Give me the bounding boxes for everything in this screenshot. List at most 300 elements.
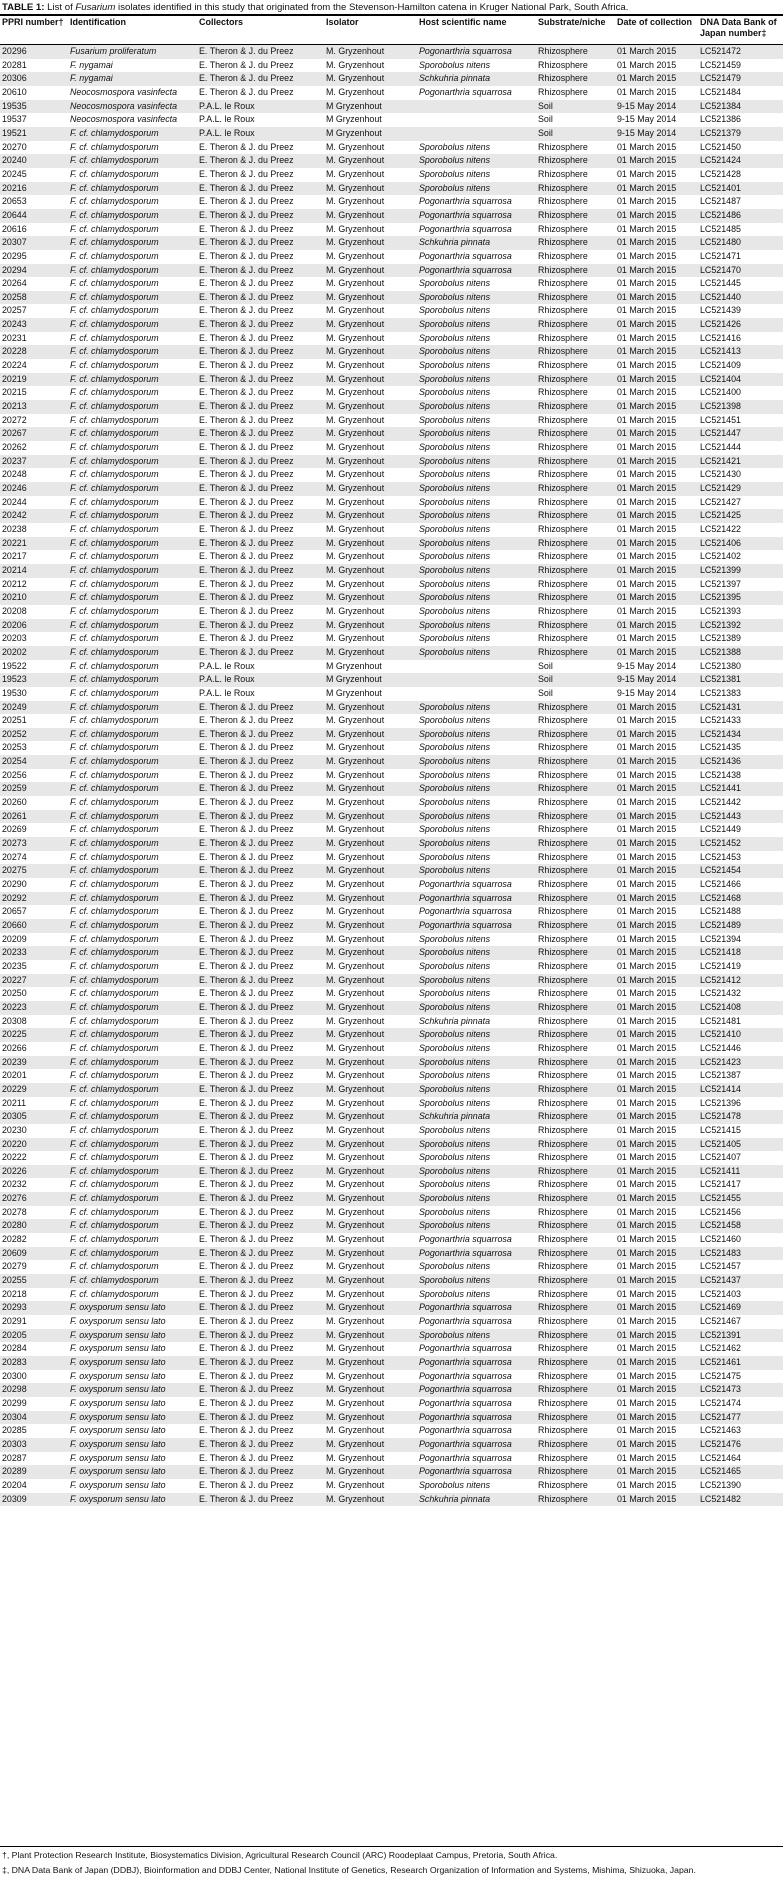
table-row	[0, 1015, 783, 1029]
cell-identification: F. cf. chlamydosporum	[70, 906, 159, 917]
cell-dna-accession: LC521389	[700, 633, 741, 644]
cell-collectors: E. Theron & J. du Preez	[197, 482, 324, 496]
cell-collectors: E. Theron & J. du Preez	[199, 1425, 294, 1436]
cell-isolator: M. Gryzenhout	[326, 742, 385, 753]
cell-isolator: M. Gryzenhout	[324, 1219, 417, 1233]
cell-ppri-number: 20231	[2, 332, 27, 343]
cell-dna-accession: LC521452	[698, 837, 783, 851]
cell-ppri-number: 20235	[2, 960, 27, 971]
cell-identification: F. cf. chlamydosporum	[70, 879, 159, 890]
cell-collectors: E. Theron & J. du Preez	[199, 1234, 294, 1245]
cell-dna-accession: LC521489	[698, 919, 783, 933]
cell-collectors: E. Theron & J. du Preez	[199, 1097, 294, 1108]
cell-isolator: M Gryzenhout	[326, 687, 382, 698]
cell-collectors: E. Theron & J. du Preez	[199, 1397, 294, 1408]
cell-collectors: E. Theron & J. du Preez	[197, 1219, 324, 1233]
cell-identification: F. oxysporum sensu lato	[68, 1383, 197, 1397]
cell-isolator: M. Gryzenhout	[326, 360, 385, 371]
cell-isolator: M. Gryzenhout	[324, 154, 417, 168]
table-row	[0, 427, 783, 441]
cell-identification: F. cf. chlamydosporum	[68, 236, 197, 250]
cell-host-scientific-name: Sporobolus nitens	[419, 141, 491, 152]
header-dna-line-1: DNA Data Bank of	[700, 17, 777, 27]
cell-substrate-niche: Rhizosphere	[538, 906, 588, 917]
cell-isolator: M. Gryzenhout	[326, 496, 385, 507]
table-row	[0, 45, 783, 59]
cell-host-scientific-name: Sporobolus nitens	[419, 851, 491, 862]
cell-collectors: E. Theron & J. du Preez	[197, 701, 324, 715]
cell-collectors: E. Theron & J. du Preez	[199, 250, 294, 261]
cell-isolator: M. Gryzenhout	[326, 523, 385, 534]
cell-identification: F. cf. chlamydosporum	[68, 154, 197, 168]
cell-isolator: M. Gryzenhout	[326, 196, 385, 207]
cell-dna-accession: LC521475	[700, 1370, 741, 1381]
cell-date-of-collection: 9-15 May 2014	[615, 673, 698, 687]
cell-ppri-number: 20237	[0, 455, 68, 469]
cell-date-of-collection: 01 March 2015	[615, 1383, 698, 1397]
cell-ppri-number: 20281	[2, 59, 27, 70]
cell-substrate-niche: Rhizosphere	[536, 1383, 615, 1397]
table-row	[0, 482, 783, 496]
cell-date-of-collection: 01 March 2015	[615, 892, 698, 906]
cell-isolator: M. Gryzenhout	[326, 1425, 385, 1436]
cell-ppri-number: 20261	[0, 810, 68, 824]
table-row	[0, 564, 783, 578]
cell-dna-accession: LC521436	[698, 755, 783, 769]
cell-date-of-collection: 01 March 2015	[615, 946, 698, 960]
cell-identification: F. cf. chlamydosporum	[70, 442, 159, 453]
cell-identification: F. cf. chlamydosporum	[68, 482, 197, 496]
cell-date-of-collection: 01 March 2015	[617, 960, 677, 971]
cell-collectors: E. Theron & J. du Preez	[199, 1042, 294, 1053]
cell-identification: F. cf. chlamydosporum	[70, 605, 159, 616]
cell-identification: F. cf. chlamydosporum	[68, 782, 197, 796]
cell-collectors: P.A.L. le Roux	[199, 114, 255, 125]
cell-substrate-niche: Rhizosphere	[538, 1097, 588, 1108]
cell-dna-accession: LC521386	[700, 114, 741, 125]
cell-identification: F. cf. chlamydosporum	[68, 564, 197, 578]
cell-substrate-niche: Rhizosphere	[536, 591, 615, 605]
cell-dna-accession: LC521472	[698, 45, 783, 59]
cell-date-of-collection: 01 March 2015	[615, 1192, 698, 1206]
cell-collectors: E. Theron & J. du Preez	[199, 442, 294, 453]
cell-host-scientific-name	[417, 113, 536, 127]
cell-identification: F. cf. chlamydosporum	[70, 1261, 159, 1272]
cell-host-scientific-name: Sporobolus nitens	[417, 1165, 536, 1179]
cell-dna-accession: LC521450	[700, 141, 741, 152]
cell-substrate-niche: Rhizosphere	[538, 715, 588, 726]
cell-dna-accession: LC521384	[698, 100, 783, 114]
cell-dna-accession: LC521432	[700, 988, 741, 999]
table-row	[0, 714, 783, 728]
cell-date-of-collection: 01 March 2015	[617, 1316, 677, 1327]
cell-collectors: E. Theron & J. du Preez	[199, 196, 294, 207]
cell-ppri-number: 20644	[0, 209, 68, 223]
cell-dna-accession: LC521465	[698, 1465, 783, 1479]
cell-substrate-niche: Rhizosphere	[536, 482, 615, 496]
cell-ppri-number: 20250	[2, 988, 27, 999]
table-row	[0, 100, 783, 114]
cell-host-scientific-name	[417, 673, 536, 687]
cell-identification: F. oxysporum sensu lato	[68, 1329, 197, 1343]
cell-dna-accession: LC521476	[698, 1438, 783, 1452]
cell-identification: F. cf. chlamydosporum	[68, 974, 197, 988]
table-row	[0, 837, 783, 851]
table-row	[0, 673, 783, 687]
cell-identification: F. cf. chlamydosporum	[68, 1165, 197, 1179]
cell-collectors: P.A.L. le Roux	[199, 687, 255, 698]
cell-ppri-number: 20295	[2, 250, 27, 261]
cell-identification: F. cf. chlamydosporum	[70, 1097, 159, 1108]
table-row	[0, 851, 783, 865]
cell-identification: F. cf. chlamydosporum	[68, 400, 197, 414]
cell-identification: F. oxysporum sensu lato	[70, 1316, 166, 1327]
cell-ppri-number: 20305	[0, 1110, 68, 1124]
cell-date-of-collection: 01 March 2015	[615, 1438, 698, 1452]
cell-ppri-number: 20616	[2, 223, 27, 234]
cell-host-scientific-name: Pogonarthria squarrosa	[417, 892, 536, 906]
cell-substrate-niche: Rhizosphere	[536, 1028, 615, 1042]
cell-identification: F. cf. chlamydosporum	[68, 1056, 197, 1070]
cell-identification: F. cf. chlamydosporum	[68, 892, 197, 906]
cell-identification: F. oxysporum sensu lato	[68, 1411, 197, 1425]
cell-date-of-collection: 01 March 2015	[617, 988, 677, 999]
cell-host-scientific-name: Sporobolus nitens	[417, 564, 536, 578]
cell-host-scientific-name: Sporobolus nitens	[417, 1138, 536, 1152]
table-row	[0, 182, 783, 196]
cell-host-scientific-name: Sporobolus nitens	[417, 291, 536, 305]
cell-host-scientific-name: Pogonarthria squarrosa	[417, 1356, 536, 1370]
table-row	[0, 1260, 783, 1274]
cell-isolator: M. Gryzenhout	[326, 633, 385, 644]
cell-identification: F. cf. chlamydosporum	[70, 332, 159, 343]
table-row	[0, 1452, 783, 1466]
cell-date-of-collection: 01 March 2015	[615, 509, 698, 523]
table-body	[0, 45, 783, 1506]
cell-identification: F. cf. chlamydosporum	[70, 633, 159, 644]
cell-dna-accession: LC521458	[698, 1219, 783, 1233]
cell-identification: F. cf. chlamydosporum	[68, 509, 197, 523]
cell-host-scientific-name: Schkuhria pinnata	[417, 236, 536, 250]
cell-dna-accession: LC521469	[698, 1301, 783, 1315]
cell-ppri-number: 20267	[0, 427, 68, 441]
cell-substrate-niche: Rhizosphere	[538, 633, 588, 644]
cell-date-of-collection: 01 March 2015	[615, 1274, 698, 1288]
cell-host-scientific-name: Sporobolus nitens	[419, 578, 491, 589]
cell-host-scientific-name: Schkuhria pinnata	[417, 1110, 536, 1124]
cell-substrate-niche: Rhizosphere	[536, 1001, 615, 1015]
cell-host-scientific-name: Sporobolus nitens	[419, 469, 491, 480]
cell-date-of-collection: 01 March 2015	[617, 1397, 677, 1408]
cell-ppri-number: 20272	[2, 414, 27, 425]
cell-ppri-number: 20653	[2, 196, 27, 207]
table-row	[0, 974, 783, 988]
cell-isolator: M. Gryzenhout	[324, 591, 417, 605]
table-row	[0, 687, 783, 701]
cell-ppri-number: 19522	[2, 660, 27, 671]
table-row	[0, 1233, 783, 1247]
cell-dna-accession: LC521429	[698, 482, 783, 496]
cell-host-scientific-name: Sporobolus nitens	[419, 933, 491, 944]
table-row	[0, 1397, 783, 1411]
cell-host-scientific-name: Sporobolus nitens	[419, 633, 491, 644]
cell-ppri-number: 20209	[2, 933, 27, 944]
cell-isolator: M. Gryzenhout	[324, 1356, 417, 1370]
cell-ppri-number: 20210	[0, 591, 68, 605]
cell-substrate-niche: Rhizosphere	[538, 851, 588, 862]
cell-ppri-number: 20242	[0, 509, 68, 523]
cell-substrate-niche: Rhizosphere	[538, 824, 588, 835]
header-ppri-number: PPRI number†	[2, 17, 64, 27]
cell-identification: F. cf. chlamydosporum	[70, 1234, 159, 1245]
cell-substrate-niche: Soil	[538, 687, 553, 698]
cell-isolator: M. Gryzenhout	[326, 1452, 385, 1463]
cell-date-of-collection: 01 March 2015	[615, 482, 698, 496]
cell-isolator: M. Gryzenhout	[326, 551, 385, 562]
cell-ppri-number: 20252	[0, 728, 68, 742]
cell-dna-accession: LC521399	[698, 564, 783, 578]
cell-ppri-number: 20229	[0, 1083, 68, 1097]
cell-substrate-niche: Soil	[536, 673, 615, 687]
cell-host-scientific-name: Sporobolus nitens	[419, 1179, 491, 1190]
cell-substrate-niche: Rhizosphere	[538, 1397, 588, 1408]
cell-date-of-collection: 01 March 2015	[617, 1206, 677, 1217]
cell-date-of-collection: 01 March 2015	[615, 782, 698, 796]
cell-ppri-number: 20309	[0, 1493, 68, 1507]
cell-identification: F. oxysporum sensu lato	[68, 1301, 197, 1315]
cell-collectors: P.A.L. le Roux	[199, 660, 255, 671]
cell-identification: F. cf. chlamydosporum	[70, 715, 159, 726]
cell-dna-accession: LC521443	[698, 810, 783, 824]
cell-host-scientific-name: Sporobolus nitens	[419, 442, 491, 453]
cell-substrate-niche: Rhizosphere	[538, 442, 588, 453]
cell-date-of-collection: 01 March 2015	[615, 345, 698, 359]
cell-host-scientific-name: Pogonarthria squarrosa	[417, 1301, 536, 1315]
cell-date-of-collection: 01 March 2015	[615, 45, 698, 59]
cell-date-of-collection: 01 March 2015	[617, 633, 677, 644]
cell-host-scientific-name: Sporobolus nitens	[417, 345, 536, 359]
cell-isolator: M. Gryzenhout	[326, 469, 385, 480]
cell-substrate-niche: Rhizosphere	[536, 1411, 615, 1425]
cell-identification: Neocosmospora vasinfecta	[70, 114, 178, 125]
cell-dna-accession: LC521463	[700, 1425, 741, 1436]
cell-dna-accession: LC521427	[700, 496, 741, 507]
cell-dna-accession: LC521412	[698, 974, 783, 988]
cell-ppri-number: 19530	[2, 687, 27, 698]
cell-collectors: E. Theron & J. du Preez	[197, 728, 324, 742]
cell-host-scientific-name: Sporobolus nitens	[419, 1288, 491, 1299]
cell-isolator: M. Gryzenhout	[326, 933, 385, 944]
cell-substrate-niche: Rhizosphere	[536, 455, 615, 469]
cell-host-scientific-name: Pogonarthria squarrosa	[419, 223, 512, 234]
table-row	[0, 1247, 783, 1261]
cell-collectors: E. Theron & J. du Preez	[197, 864, 324, 878]
cell-identification: F. cf. chlamydosporum	[70, 223, 159, 234]
cell-host-scientific-name: Pogonarthria squarrosa	[417, 264, 536, 278]
cell-dna-accession: LC521447	[698, 427, 783, 441]
table-row	[0, 619, 783, 633]
cell-date-of-collection: 01 March 2015	[617, 578, 677, 589]
cell-host-scientific-name: Sporobolus nitens	[417, 782, 536, 796]
cell-substrate-niche: Rhizosphere	[536, 646, 615, 660]
header-host-scientific-name: Host scientific name	[419, 17, 507, 27]
cell-date-of-collection: 01 March 2015	[615, 1110, 698, 1124]
cell-isolator: M. Gryzenhout	[324, 482, 417, 496]
cell-isolator: M. Gryzenhout	[326, 1042, 385, 1053]
cell-isolator: M. Gryzenhout	[324, 1083, 417, 1097]
cell-date-of-collection: 01 March 2015	[617, 879, 677, 890]
caption-text-post: isolates identified in this study that originated from the Stevenson-Hamilton catena in Kruger National Park, South Africa.	[115, 2, 629, 13]
cell-dna-accession: LC521434	[698, 728, 783, 742]
cell-dna-accession: LC521487	[700, 196, 741, 207]
cell-date-of-collection: 01 March 2015	[615, 564, 698, 578]
cell-isolator: M. Gryzenhout	[326, 86, 385, 97]
cell-collectors: E. Theron & J. du Preez	[199, 168, 294, 179]
cell-dna-accession: LC521424	[698, 154, 783, 168]
cell-dna-accession: LC521435	[700, 742, 741, 753]
table-row	[0, 154, 783, 168]
table-row	[0, 1056, 783, 1070]
caption-text-pre: List of	[44, 2, 76, 13]
cell-dna-accession: LC521417	[700, 1179, 741, 1190]
table-row	[0, 728, 783, 742]
cell-host-scientific-name: Sporobolus nitens	[417, 1001, 536, 1015]
cell-substrate-niche: Rhizosphere	[536, 509, 615, 523]
cell-isolator: M. Gryzenhout	[324, 864, 417, 878]
table-row	[0, 1274, 783, 1288]
cell-isolator: M Gryzenhout	[324, 673, 417, 687]
cell-dna-accession: LC521441	[698, 782, 783, 796]
cell-substrate-niche: Rhizosphere	[538, 523, 588, 534]
table-row	[0, 400, 783, 414]
cell-date-of-collection: 01 March 2015	[615, 864, 698, 878]
cell-ppri-number: 20280	[0, 1219, 68, 1233]
cell-substrate-niche: Rhizosphere	[536, 236, 615, 250]
cell-substrate-niche: Rhizosphere	[538, 933, 588, 944]
cell-collectors: E. Theron & J. du Preez	[197, 1411, 324, 1425]
cell-substrate-niche: Soil	[536, 100, 615, 114]
cell-collectors: E. Theron & J. du Preez	[197, 619, 324, 633]
cell-identification: F. oxysporum sensu lato	[70, 1452, 166, 1463]
cell-host-scientific-name: Schkuhria pinnata	[417, 72, 536, 86]
cell-ppri-number: 20230	[2, 1124, 27, 1135]
cell-collectors: E. Theron & J. du Preez	[199, 1479, 294, 1490]
cell-identification: F. cf. chlamydosporum	[68, 919, 197, 933]
cell-dna-accession: LC521454	[698, 864, 783, 878]
cell-collectors: E. Theron & J. du Preez	[199, 851, 294, 862]
cell-identification: F. cf. chlamydosporum	[68, 646, 197, 660]
cell-ppri-number: 20218	[2, 1288, 27, 1299]
cell-host-scientific-name: Sporobolus nitens	[417, 837, 536, 851]
cell-dna-accession: LC521464	[700, 1452, 741, 1463]
cell-ppri-number: 20224	[2, 360, 27, 371]
cell-date-of-collection: 01 March 2015	[617, 742, 677, 753]
cell-isolator: M. Gryzenhout	[326, 1070, 385, 1081]
cell-dna-accession: LC521388	[698, 646, 783, 660]
cell-substrate-niche: Rhizosphere	[538, 59, 588, 70]
cell-dna-accession: LC521462	[700, 1343, 741, 1354]
cell-substrate-niche: Rhizosphere	[536, 427, 615, 441]
cell-date-of-collection: 01 March 2015	[615, 373, 698, 387]
cell-date-of-collection: 01 March 2015	[617, 851, 677, 862]
cell-isolator: M. Gryzenhout	[324, 537, 417, 551]
cell-isolator: M. Gryzenhout	[324, 728, 417, 742]
cell-date-of-collection: 01 March 2015	[617, 196, 677, 207]
cell-isolator: M. Gryzenhout	[324, 236, 417, 250]
table-row	[0, 1192, 783, 1206]
table-row	[0, 782, 783, 796]
cell-substrate-niche: Rhizosphere	[538, 960, 588, 971]
cell-dna-accession: LC521470	[698, 264, 783, 278]
cell-isolator: M. Gryzenhout	[326, 168, 385, 179]
table-row	[0, 113, 783, 127]
cell-collectors: E. Theron & J. du Preez	[197, 919, 324, 933]
cell-host-scientific-name: Pogonarthria squarrosa	[419, 86, 512, 97]
cell-date-of-collection: 01 March 2015	[615, 1465, 698, 1479]
table-row	[0, 141, 783, 155]
cell-dna-accession: LC521446	[700, 1042, 741, 1053]
cell-dna-accession: LC521381	[698, 673, 783, 687]
table-row	[0, 1424, 783, 1438]
cell-substrate-niche: Rhizosphere	[538, 1316, 588, 1327]
cell-identification: F. cf. chlamydosporum	[68, 537, 197, 551]
table-row	[0, 1288, 783, 1302]
cell-host-scientific-name: Sporobolus nitens	[419, 715, 491, 726]
table-row	[0, 414, 783, 428]
table-row	[0, 345, 783, 359]
cell-identification: F. cf. chlamydosporum	[68, 1138, 197, 1152]
cell-identification: F. cf. chlamydosporum	[70, 797, 159, 808]
cell-collectors: E. Theron & J. du Preez	[197, 509, 324, 523]
cell-host-scientific-name: Sporobolus nitens	[417, 810, 536, 824]
isolates-table	[0, 45, 783, 1506]
cell-host-scientific-name: Sporobolus nitens	[417, 646, 536, 660]
table-row	[0, 496, 783, 510]
cell-isolator: M. Gryzenhout	[326, 1234, 385, 1245]
cell-collectors: E. Theron & J. du Preez	[197, 946, 324, 960]
cell-substrate-niche: Rhizosphere	[538, 1015, 588, 1026]
table-row	[0, 332, 783, 346]
cell-date-of-collection: 01 March 2015	[617, 59, 677, 70]
cell-collectors: E. Theron & J. du Preez	[199, 1206, 294, 1217]
cell-collectors: E. Theron & J. du Preez	[197, 1247, 324, 1261]
cell-substrate-niche: Rhizosphere	[536, 209, 615, 223]
cell-substrate-niche: Rhizosphere	[536, 72, 615, 86]
cell-host-scientific-name: Sporobolus nitens	[417, 946, 536, 960]
cell-isolator: M. Gryzenhout	[326, 59, 385, 70]
cell-identification: F. oxysporum sensu lato	[68, 1356, 197, 1370]
cell-ppri-number: 20254	[0, 755, 68, 769]
table-row	[0, 1219, 783, 1233]
cell-host-scientific-name: Pogonarthria squarrosa	[417, 1465, 536, 1479]
cell-collectors: E. Theron & J. du Preez	[197, 291, 324, 305]
cell-identification: F. cf. chlamydosporum	[70, 168, 159, 179]
header-collectors: Collectors	[199, 17, 244, 27]
cell-ppri-number: 20273	[0, 837, 68, 851]
cell-ppri-number: 20270	[2, 141, 27, 152]
cell-isolator: M. Gryzenhout	[326, 578, 385, 589]
cell-isolator: M Gryzenhout	[326, 660, 382, 671]
cell-date-of-collection: 01 March 2015	[615, 1356, 698, 1370]
cell-dna-accession: LC521460	[700, 1234, 741, 1245]
cell-substrate-niche: Rhizosphere	[536, 400, 615, 414]
cell-dna-accession: LC521482	[698, 1493, 783, 1507]
cell-host-scientific-name: Sporobolus nitens	[419, 824, 491, 835]
cell-identification: F. cf. chlamydosporum	[68, 345, 197, 359]
cell-identification: F. cf. chlamydosporum	[68, 318, 197, 332]
cell-date-of-collection: 01 March 2015	[615, 755, 698, 769]
cell-substrate-niche: Rhizosphere	[538, 1261, 588, 1272]
